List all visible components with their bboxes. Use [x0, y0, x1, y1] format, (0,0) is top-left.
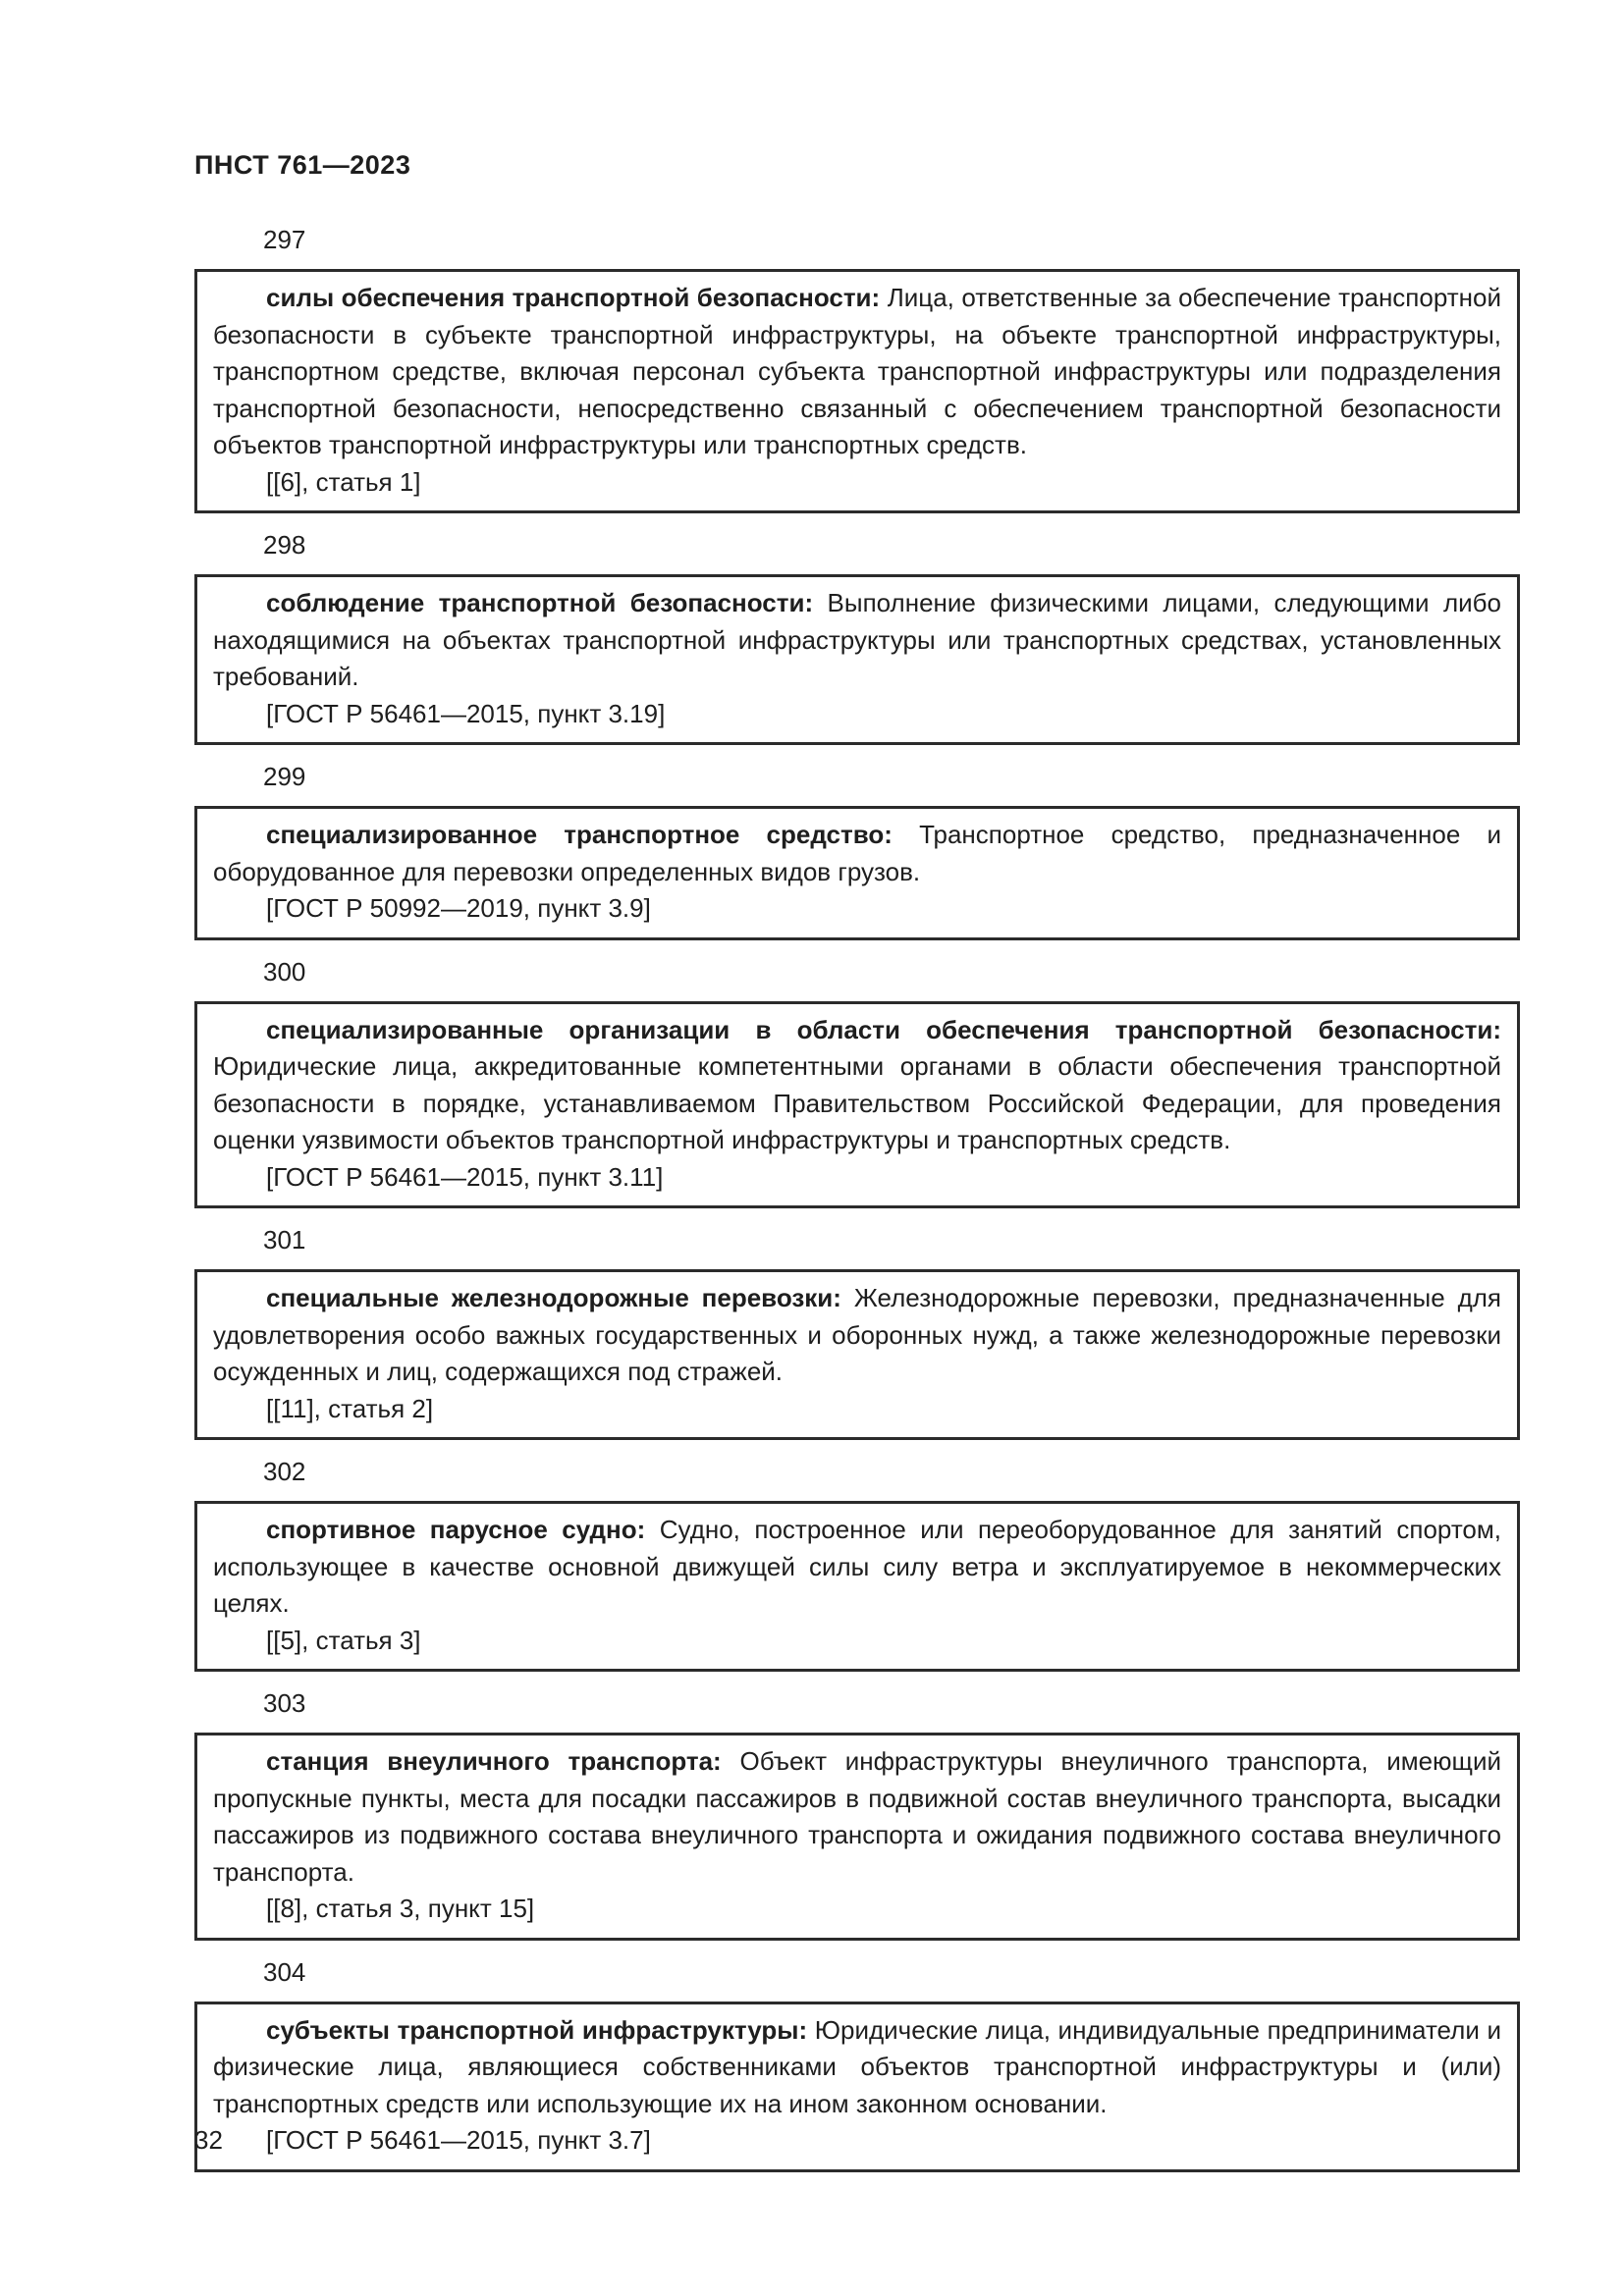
term-name: специализированные организации в области обеспечения транспортной безопасности: [266, 1014, 1501, 1044]
term-name: соблюдение транспортной безопасности: [266, 588, 814, 617]
term-name: спортивное парусное судно: [266, 1515, 646, 1544]
definition-text: Судно, построенное или переоборудованное для занятий спортом, использующее в качестве основной движущей силы силу ветра и эксплуатируемое в некоммерческих целях. [213, 1515, 1501, 1618]
term-definition [213, 585, 1501, 696]
definition-text: Транспортное средство, предназначенное и оборудованное для перевозки определенных видов грузов. [213, 820, 1501, 886]
definition-text: Лица, ответственные за обеспечение транспортной безопасности в субъекте транспортной инфраструктуры, на объекте транспортной инфраструктуры, транспортном средстве, включая персонал субъекта транспортной инфраструктуры или подразделения транспортной безопасности, непосредственно связанный с обеспечением транспортной безопасности объектов транспортной инфраструктуры или транспортных средств. [213, 283, 1501, 459]
term-number: 304 [263, 1956, 306, 1987]
term-source-reference: [[5], статья 3] [266, 1625, 421, 1655]
definition-text: Объект инфраструктуры внеуличного транспорта, имеющий пропускные пункты, места для посадки пассажиров в подвижной состав внеуличного транспорта, высадки пассажиров из подвижного состава внеуличного транспорта и ожидания подвижного состава внеуличного транспорта. [213, 1746, 1501, 1887]
term-definition [213, 817, 1501, 890]
definition-text: Выполнение физическими лицами, следующими либо находящимися на объектах транспортной инфраструктуры или транспортных средствах, установленных требований. [213, 588, 1501, 691]
term-number: 297 [263, 225, 306, 254]
page-number: 32 [194, 2125, 223, 2155]
term-definition [213, 1280, 1501, 1391]
term-definition [213, 1743, 1501, 1891]
term-entry-box [194, 2002, 1520, 2172]
term-source-reference: [ГОСТ Р 56461—2015, пункт 3.19] [266, 698, 666, 728]
document-code-header: ПНСТ 761—2023 [194, 150, 411, 180]
term-number: 299 [263, 762, 306, 791]
term-entry-box [194, 1001, 1520, 1209]
term-definition [213, 1012, 1501, 1159]
term-entry-box [194, 806, 1520, 940]
term-name: субъекты транспортной инфраструктуры: [266, 2014, 808, 2045]
term-number: 301 [263, 1225, 306, 1255]
term-entry-box [194, 1501, 1520, 1672]
definition-text: Железнодорожные перевозки, предназначенные для удовлетворения особо важных государственных и оборонных нужд, а также железнодорожные перевозки осужденных и лиц, содержащихся под стражей. [213, 1283, 1502, 1386]
term-number: 303 [263, 1688, 306, 1718]
term-definition [213, 2012, 1501, 2123]
term-entry-box [194, 269, 1520, 513]
term-entry-box [194, 574, 1520, 745]
term-number: 300 [263, 956, 306, 987]
document-page [194, 147, 1520, 2186]
term-definition [213, 1512, 1501, 1623]
term-number: 298 [263, 530, 306, 560]
term-definition [213, 280, 1501, 464]
term-name: силы обеспечения транспортной безопасности: [266, 283, 881, 312]
term-source-reference: [[6], статья 1] [266, 466, 421, 497]
definition-text: Юридические лица, индивидуальные предприниматели и физические лица, являющиеся собственниками объектов транспортной инфраструктуры и (или) транспортных средств или использующие их на ином законном основании. [213, 2014, 1501, 2118]
term-name: специализированное транспортное средство: [266, 820, 893, 849]
term-source-reference: [ГОСТ Р 56461—2015, пункт 3.11] [266, 1161, 664, 1192]
term-source-reference: [[8], статья 3, пункт 15] [266, 1894, 535, 1923]
term-name: станция внеуличного транспорта: [266, 1746, 722, 1776]
term-entry-box [194, 1269, 1520, 1440]
term-source-reference: [[11], статья 2] [266, 1393, 434, 1423]
term-name: специальные железнодорожные перевозки: [266, 1283, 841, 1312]
term-number: 302 [263, 1457, 306, 1486]
term-entry-box [194, 1733, 1520, 1941]
term-source-reference: [ГОСТ Р 56461—2015, пункт 3.7] [266, 2125, 651, 2155]
term-source-reference: [ГОСТ Р 50992—2019, пункт 3.9] [266, 893, 651, 923]
definition-text: Юридические лица, аккредитованные компетентными органами в области обеспечения транспортной безопасности в порядке, устанавливаемом Правительством Российской Федерации, для проведения оценки уязвимости объектов транспортной инфраструктуры и транспортных средств. [213, 1051, 1501, 1154]
